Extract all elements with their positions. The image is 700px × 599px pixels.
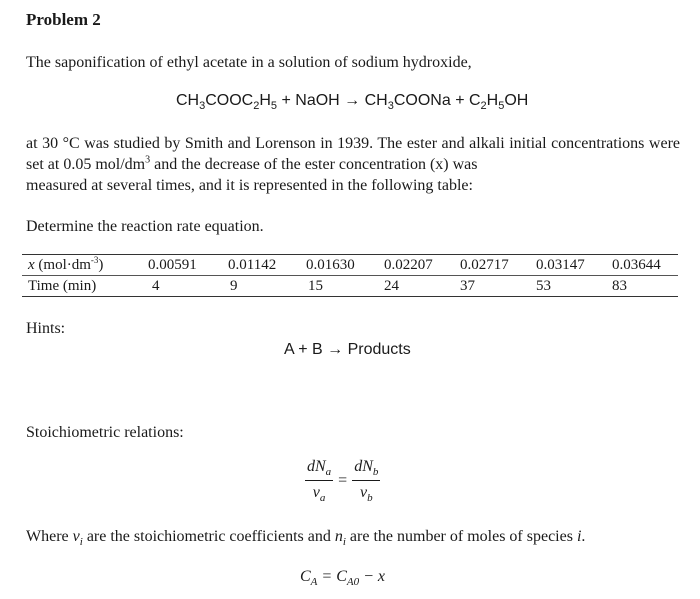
reaction-equation: $CH_3COOC_2H_5$ + NaOH → $CH_3COONa + C_2H_5OH$ xyxy=(176,92,529,113)
intro-text: The saponification of ethyl acetate in a solution of sodium hydroxide, xyxy=(26,54,472,71)
where-statement: Where $\nu_i$ are the stoichiometric coefficients and $n_i$ are the number of moles of species i. xyxy=(26,528,586,549)
table-cell: 0.02207 xyxy=(384,255,460,276)
table-cell: 53 xyxy=(536,277,551,294)
table-cell: 37 xyxy=(460,277,475,294)
table-cell: 15 xyxy=(308,277,323,294)
fraction-b: $\frac{dN_b}{\nu_b}$ xyxy=(354,458,379,505)
generic-reaction: A + B → Products xyxy=(284,341,411,358)
table-cell: 0.00591 xyxy=(148,255,228,276)
table-row-concentration xyxy=(22,255,678,276)
row-label-concentration: x $(mol\cdot dm^{-3})$ xyxy=(22,255,148,276)
table-cell: 0.01142 xyxy=(228,255,306,276)
hints-label: Hints: xyxy=(26,320,66,337)
description-paragraph: at 30 °C was studied by Smith and Lorenson in 1939. The ester and alkali initial concentrations were set at 0.05 mol/$dm^3$ and the decrease of the ester concentration (x) was measured at several times, and it is represented in the following table: xyxy=(26,135,680,194)
table-cell: 0.01630 xyxy=(306,255,384,276)
table-cell: 0.03147 xyxy=(536,255,612,276)
row-label-time: Time (min) xyxy=(28,277,97,294)
equals-sign: = xyxy=(338,472,348,490)
concentration-equation: $C_A = C_{A0} - x$ xyxy=(300,568,386,589)
table-row-time xyxy=(22,276,678,297)
table-cell: 4 xyxy=(152,277,160,294)
problem-title: Problem 2 xyxy=(26,10,101,29)
table-cell: 83 xyxy=(612,277,627,294)
table-cell: 9 xyxy=(230,277,238,294)
table-cell: 24 xyxy=(384,277,399,294)
table-cell: 0.02717 xyxy=(460,255,536,276)
stoichiometric-equation xyxy=(305,458,380,504)
table-cell: 0.03644 xyxy=(612,255,678,276)
stoichiometric-label: Stoichiometric relations: xyxy=(26,424,184,441)
task-statement: Determine the reaction rate equation. xyxy=(26,218,264,235)
data-table xyxy=(22,254,678,297)
fraction-a: $\frac{dN_a}{\nu_a}$ xyxy=(307,458,332,505)
